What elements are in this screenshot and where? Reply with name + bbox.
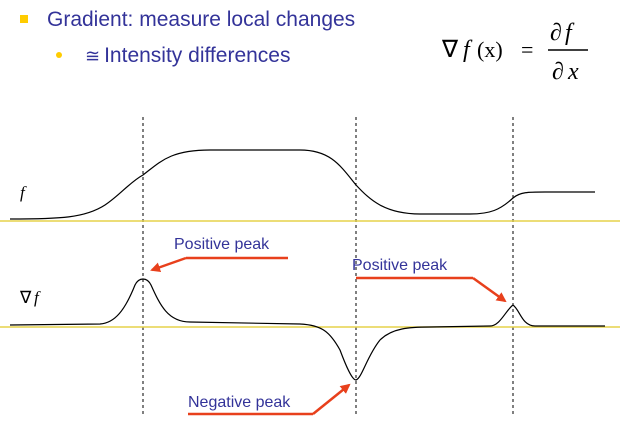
negative-peak-arrow xyxy=(313,385,349,414)
positive-peak-label-2: Positive peak xyxy=(352,257,448,274)
formula-numerator-partial: ∂ xyxy=(550,20,562,46)
formula-equals: = xyxy=(521,37,534,62)
gradient-label-f: f xyxy=(34,288,39,307)
formula-arg: (x) xyxy=(477,37,503,62)
bullet-level-2-text: Intensity differences xyxy=(104,44,291,67)
formula-denominator-var: x xyxy=(568,59,579,85)
gradient-curve xyxy=(10,279,605,380)
positive-peak-1-arrow xyxy=(152,258,186,270)
formula-nabla: ∇ xyxy=(442,37,459,63)
f-curve xyxy=(10,150,595,219)
positive-peak-label-1: Positive peak xyxy=(174,236,270,253)
f-curve-label: f xyxy=(20,183,25,202)
positive-peak-2-arrow xyxy=(473,278,505,301)
bullet-level-1-text: Gradient: measure local changes xyxy=(47,8,356,31)
approx-equal-symbol: ≅ xyxy=(85,46,101,66)
formula-numerator-var: f xyxy=(565,20,572,46)
gradient-formula xyxy=(441,20,588,85)
formula-f: f xyxy=(463,37,470,63)
gradient-label-nabla: ∇ xyxy=(20,288,32,307)
formula-denominator-partial: ∂ xyxy=(552,59,564,85)
negative-peak-label: Negative peak xyxy=(188,394,291,411)
